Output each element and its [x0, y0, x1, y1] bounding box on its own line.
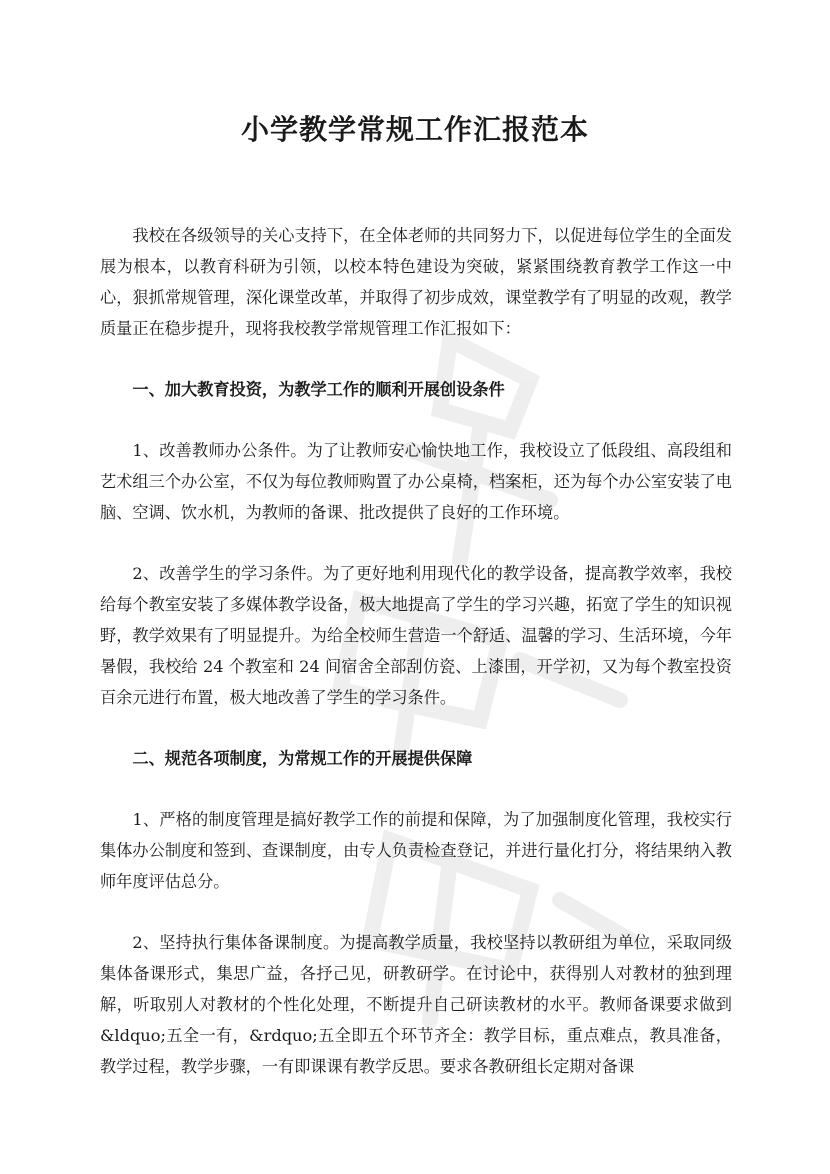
section-1-heading: 一、加大教育投资，为教学工作的顺利开展创设条件	[132, 380, 505, 399]
intro-paragraph: 我校在各级领导的关心支持下，在全体老师的共同努力下，以促进每位学生的全面发展为根本，以教育科研为引领，以校本特色建设为突破，紧紧围绕教育教学工作这一中心，狠抓常规管理，深化课堂改革，并取得了初步成效，课堂教学有了明显的改观，教学质量正在稳步提升，现将我校教学常规管理工作汇报如下：	[100, 226, 732, 338]
document-body	[100, 220, 732, 1112]
document-title: 小学教学常规工作汇报范本	[240, 113, 589, 146]
section-2-heading: 二、规范各项制度，为常规工作的开展提供保障	[132, 749, 473, 768]
section-2-paragraph-1: 1、严格的制度管理是搞好教学工作的前提和保障，为了加强制度化管理，我校实行集体办公制度和签到、查课制度，由专人负责检查登记，并进行量化打分，将结果纳入教师年度评估总分。	[100, 810, 732, 891]
section-1-paragraph-1: 1、改善教师办公条件。为了让教师安心愉快地工作，我校设立了低段组、高段组和艺术组三个办公室，不仅为每位教师购置了办公桌椅，档案柜，还为每个办公室安装了电脑、空调、饮水机，为教师的备课、批改提供了良好的工作环境。	[100, 441, 732, 522]
section-2-paragraph-2: 2、坚持执行集体备课制度。为提高教学质量，我校坚持以教研组为单位，采取同级集体备课形式，集思广益，各抒己见，研教研学。在讨论中，获得别人对教材的独到理解，听取别人对教材的个性化处理，不断提升自己研读教材的水平。教师备课要求做到&ldquo;五全一有，&rdquo;五全即五个环节齐全：教学目标，重点难点，教具准备，教学过程，教学步骤，一有即课课有教学反思。要求各教研组长定期对备课	[100, 933, 732, 1076]
section-1-paragraph-2: 2、改善学生的学习条件。为了更好地利用现代化的教学设备，提高教学效率，我校给每个教室安装了多媒体教学设备，极大地提高了学生的学习兴趣，拓宽了学生的知识视野，教学效果有了明显提升。为给全校师生营造一个舒适、温馨的学习、生活环境，今年暑假，我校给 24 个教室和 24 间宿舍全部刮仿瓷、上漆围，开学初，又为每个教室投资百余元进行布置，极大地改善了学生的学习条件。	[100, 564, 732, 707]
